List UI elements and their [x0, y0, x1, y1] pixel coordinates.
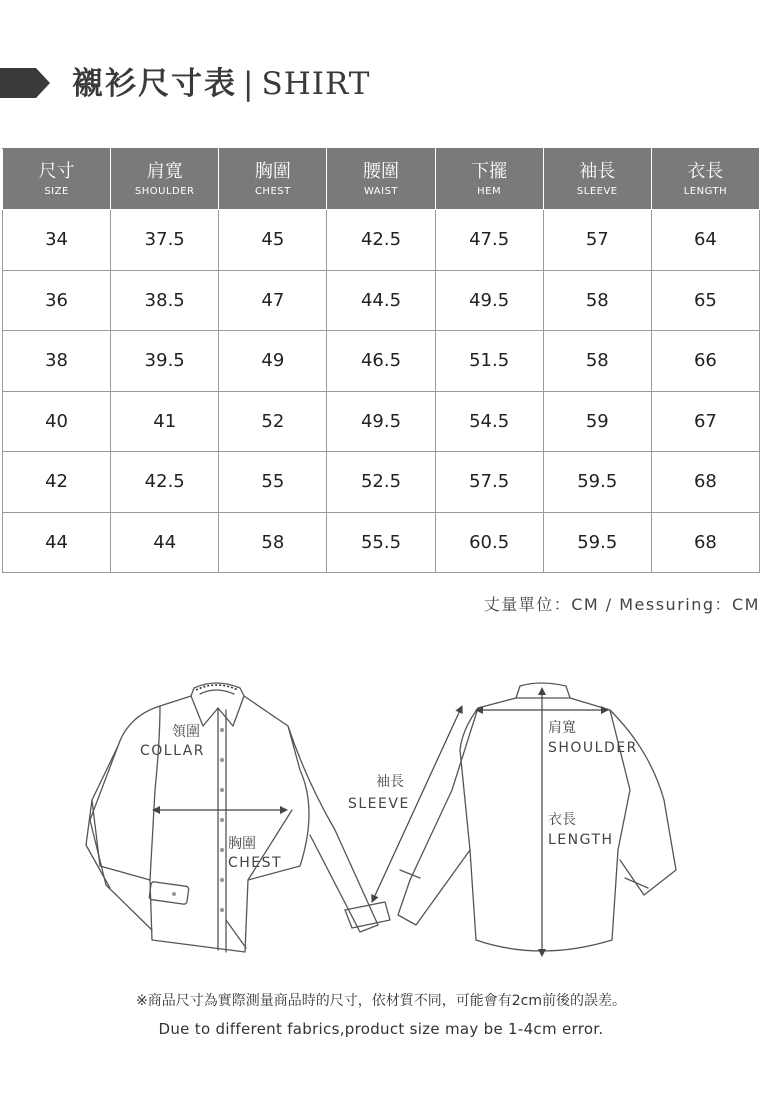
sleeve-label-en: SLEEVE	[348, 796, 410, 812]
title-zh: 襯衫尺寸表	[72, 66, 237, 102]
collar-label-zh: 領圍	[172, 724, 200, 740]
table-cell: 58	[543, 331, 651, 392]
collar-label-en: COLLAR	[140, 743, 206, 759]
footnote-zh: ※商品尺寸為實際測量商品時的尺寸，依材質不同，可能會有2cm前後的誤差。	[136, 993, 626, 1009]
table-cell: 40	[3, 391, 111, 452]
shoulder-label-zh: 肩寬	[548, 720, 576, 736]
table-cell: 42.5	[327, 210, 435, 271]
table-cell: 59	[543, 391, 651, 452]
page-header	[0, 62, 762, 106]
table-row	[3, 331, 760, 392]
table-cell: 49.5	[327, 391, 435, 452]
footnote-en: Due to different fabrics,product size may be 1-4cm error.	[158, 1020, 604, 1038]
table-cell: 42.5	[111, 452, 219, 513]
shirt-front-illustration	[86, 683, 390, 952]
table-cell: 44	[111, 512, 219, 573]
table-cell: 41	[111, 391, 219, 452]
size-table	[2, 148, 760, 573]
table-row	[3, 391, 760, 452]
col-size: 尺寸 SIZE	[3, 149, 111, 210]
col-chest: 胸圍 CHEST	[219, 149, 327, 210]
sleeve-label-zh: 袖長	[376, 774, 404, 790]
table-row	[3, 512, 760, 573]
table-cell: 38	[3, 331, 111, 392]
table-cell: 55	[219, 452, 327, 513]
table-cell: 38.5	[111, 270, 219, 331]
table-cell: 46.5	[327, 331, 435, 392]
table-cell: 51.5	[435, 331, 543, 392]
table-cell: 42	[3, 452, 111, 513]
col-sleeve: 袖長 SLEEVE	[543, 149, 651, 210]
table-cell: 47	[219, 270, 327, 331]
title-en: SHIRT	[261, 66, 371, 102]
table-row	[3, 270, 760, 331]
table-row	[3, 210, 760, 271]
length-label-zh: 衣長	[548, 812, 576, 828]
table-cell: 49.5	[435, 270, 543, 331]
table-cell: 52	[219, 391, 327, 452]
chest-label-zh: 胸圍	[228, 836, 256, 852]
title-separator: |	[243, 66, 256, 102]
col-hem: 下擺 HEM	[435, 149, 543, 210]
table-row	[3, 452, 760, 513]
table-cell: 47.5	[435, 210, 543, 271]
table-cell: 44	[3, 512, 111, 573]
page-title	[72, 62, 370, 106]
arrow-icon	[0, 68, 50, 98]
table-cell: 54.5	[435, 391, 543, 452]
table-cell: 59.5	[543, 512, 651, 573]
col-shoulder: 肩寬 SHOULDER	[111, 149, 219, 210]
table-cell: 65	[651, 270, 759, 331]
table-cell: 34	[3, 210, 111, 271]
shirt-back-illustration	[398, 683, 676, 951]
col-length: 衣長 LENGTH	[651, 149, 759, 210]
unit-note: 丈量單位：CM / Messuring：CM	[483, 595, 760, 614]
table-cell: 68	[651, 512, 759, 573]
shoulder-label-en: SHOULDER	[548, 740, 638, 756]
table-cell: 52.5	[327, 452, 435, 513]
table-cell: 64	[651, 210, 759, 271]
table-cell: 58	[543, 270, 651, 331]
table-cell: 36	[3, 270, 111, 331]
table-cell: 67	[651, 391, 759, 452]
table-cell: 57	[543, 210, 651, 271]
table-cell: 44.5	[327, 270, 435, 331]
table-header-row	[3, 149, 760, 210]
table-cell: 58	[219, 512, 327, 573]
table-cell: 66	[651, 331, 759, 392]
table-cell: 57.5	[435, 452, 543, 513]
col-waist: 腰圍 WAIST	[327, 149, 435, 210]
table-cell: 60.5	[435, 512, 543, 573]
table-cell: 49	[219, 331, 327, 392]
table-cell: 37.5	[111, 210, 219, 271]
table-cell: 45	[219, 210, 327, 271]
table-cell: 59.5	[543, 452, 651, 513]
chest-label-en: CHEST	[228, 855, 283, 871]
shirt-diagram	[0, 670, 762, 970]
table-cell: 68	[651, 452, 759, 513]
table-cell: 55.5	[327, 512, 435, 573]
table-cell: 39.5	[111, 331, 219, 392]
length-label-en: LENGTH	[548, 832, 614, 848]
